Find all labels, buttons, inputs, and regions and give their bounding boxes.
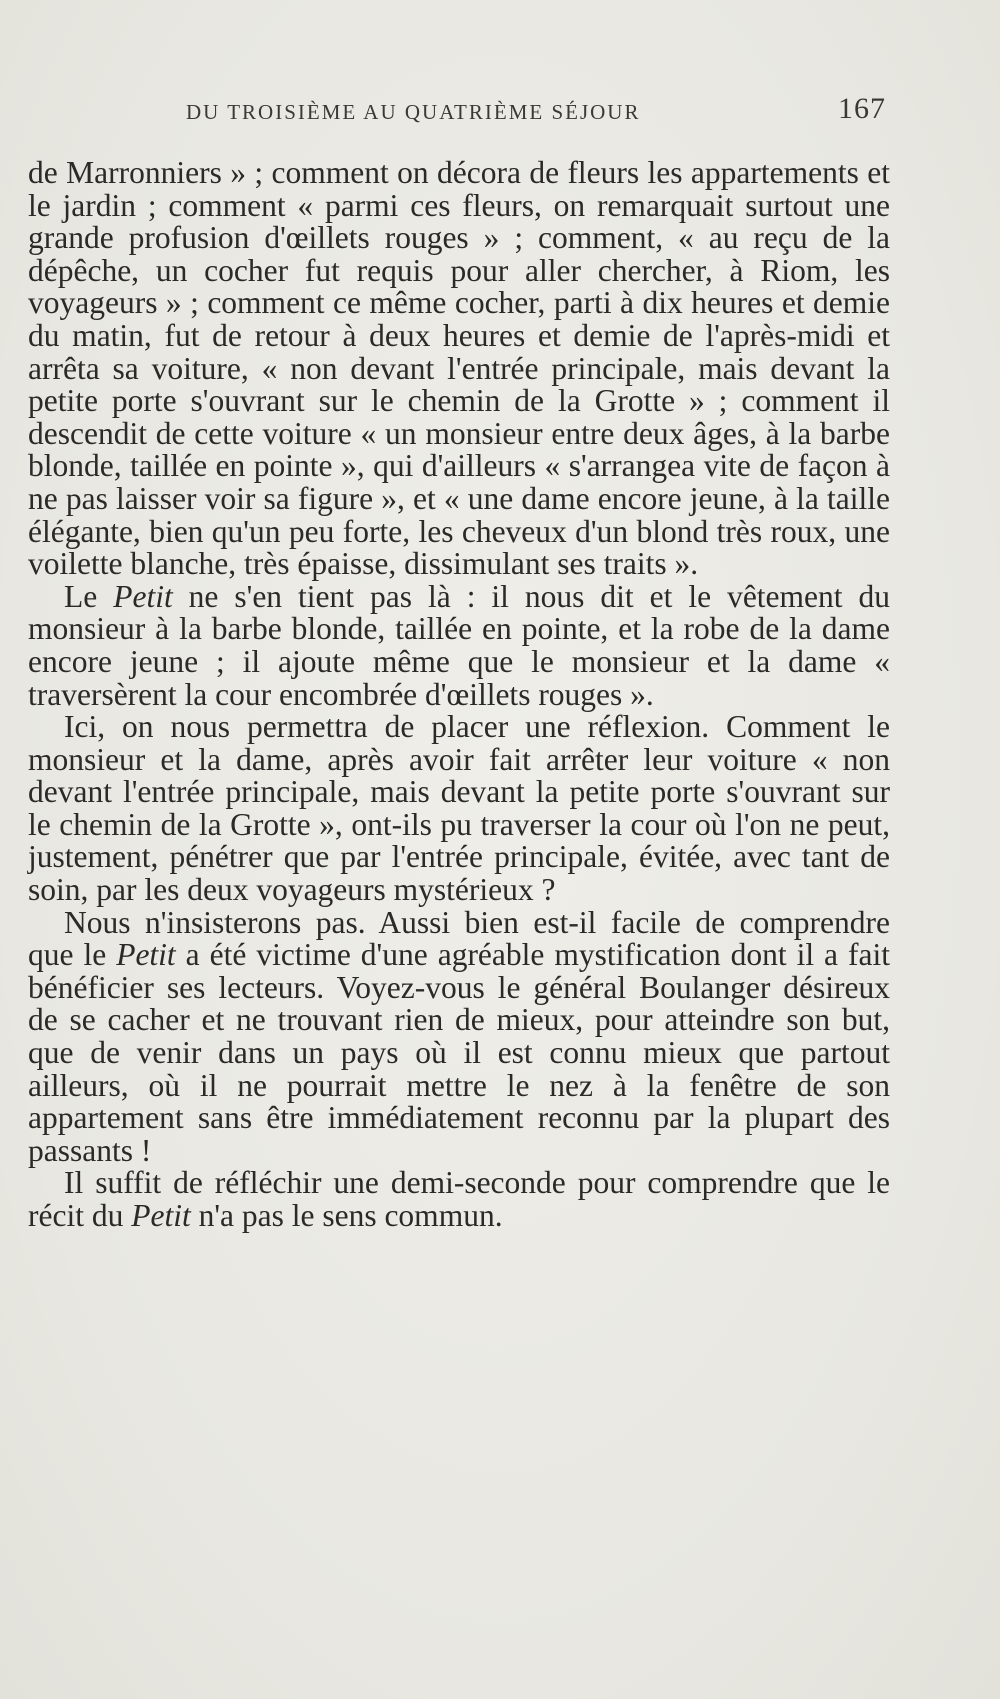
paragraph-4 — [28, 904, 891, 1168]
paragraph-3: Ici, on nous permettra de placer une réflexion. Comment le monsieur et la dame, après avoir fait arrêter leur voiture « non devant l'entrée principale, mais devant la petite porte s'ouvrant sur le chemin de la Grotte », ont-ils pu traverser la cour où l'on ne peut, justement, pénétrer que par l'entrée principale, évitée, avec tant de soin, par les deux voyageurs mystérieux ? — [28, 709, 890, 908]
paragraph-5 — [28, 1167, 890, 1232]
paragraph-2 — [28, 578, 890, 712]
body-text — [28, 157, 890, 1233]
paragraph-1: de Marronniers » ; comment on décora de fleurs les appartements et le jardin ; comment « parmi ces fleurs, on remarquait surtout une grande profusion d'œillets rouges » ; comment, « au reçu de la dépêche, un cocher fut requis pour aller chercher, à Riom, les voyageurs » ; comment ce même cocher, parti à dix heures et demie du matin, fut de retour à deux heures et demie de l'après-midi et arrêta sa voiture, « non devant l'entrée principale, mais devant la petite porte s'ouvrant sur le chemin de la Grotte » ; comment il descendit de cette voiture « un monsieur entre deux âges, à la barbe blonde, taillée en pointe », qui d'ailleurs « s'arrangea vite de façon à ne pas laisser voir sa figure », et « une dame encore jeune, à la taille élégante, bien qu'un peu forte, les cheveux d'un blond très roux, une voilette blanche, très épaisse, dissimulant ses traits ». — [28, 155, 890, 582]
paragraph-4-start: Nous n'insisterons pas. Aussi bien est-il facile de comprendre que le — [28, 904, 890, 973]
paragraph-4-rest: a été victime d'une agréable mystification dont il a fait bénéficier ses lecteurs. Voyez-vous le général Boulanger désireux de se cacher et ne trouvant rien de mieux, pour atteindre son but, que de venir dans un pays où il est connu mieux que partout ailleurs, où il ne pourrait mettre le nez à la fenêtre de son appartement sans être immédiatement reconnu par la plupart des passants ! — [28, 937, 891, 1168]
petit-italic: Petit — [116, 937, 176, 973]
petit-italic: Petit — [131, 1198, 191, 1233]
paragraph-2-start: Le — [64, 578, 114, 614]
paragraph-2-rest: ne s'en tient pas là : il nous dit et le vêtement du monsieur à la barbe blonde, taillée en pointe, et la robe de la dame encore jeune ; il ajoute même que le monsieur et la dame « traversèrent la cour encombrée d'œillets rouges ». — [28, 578, 890, 712]
petit-italic: Petit — [113, 578, 173, 614]
running-title: DU TROISIÈME AU QUATRIÈME SÉJOUR — [186, 100, 641, 124]
page-number: 167 — [838, 92, 886, 125]
paragraph-5-rest: n'a pas le sens commun. — [190, 1198, 503, 1233]
paragraph-5-start: Il suffit de réfléchir une demi-seconde pour comprendre que le récit du — [28, 1165, 890, 1233]
running-head — [186, 92, 886, 132]
